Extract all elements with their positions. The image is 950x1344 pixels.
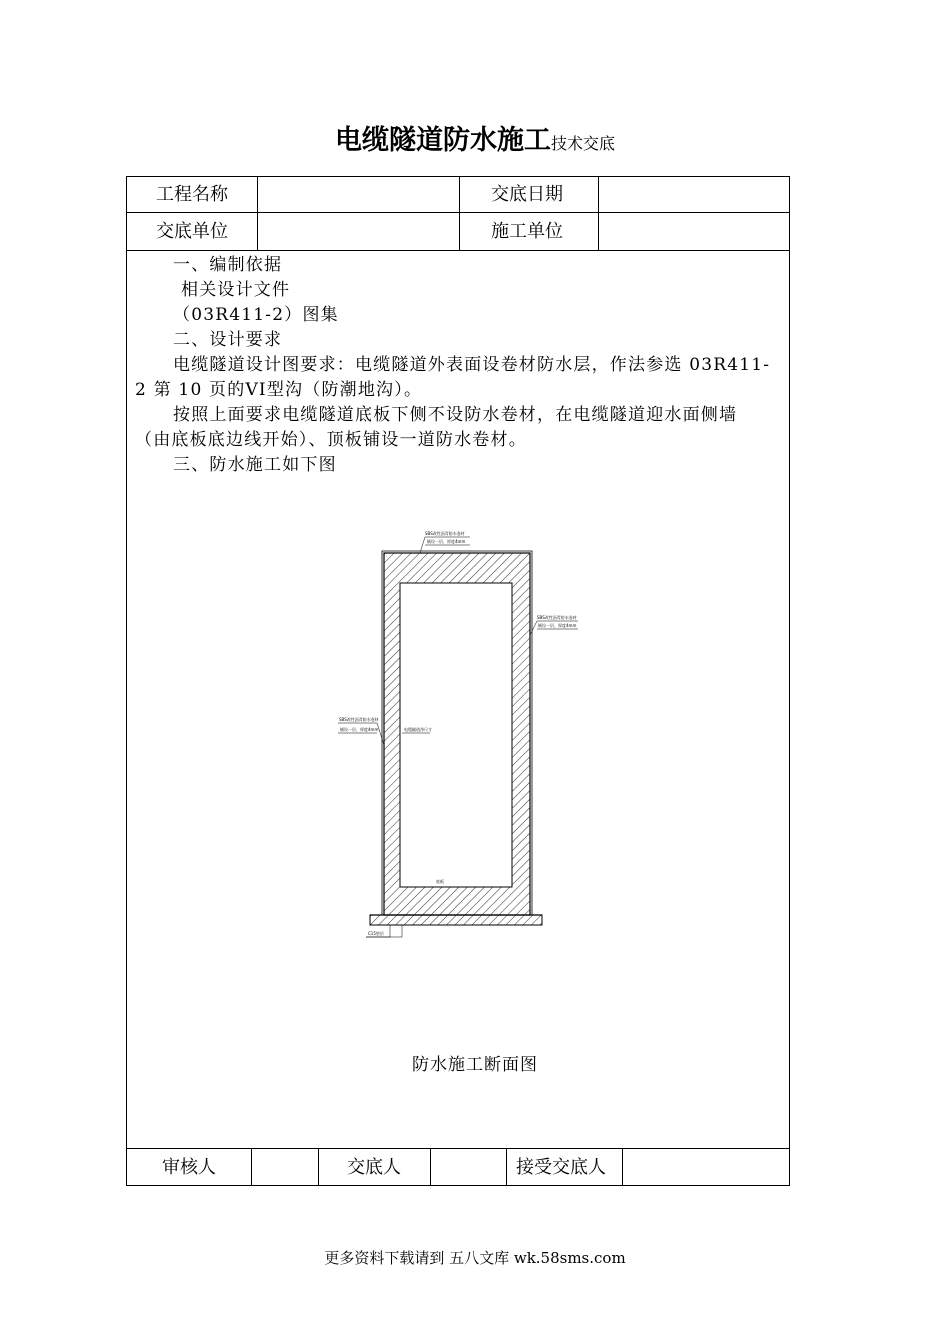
section-2-para-1b: 2 第 10 页的VI型沟（防潮地沟）。: [135, 380, 423, 400]
row-divider: [126, 1148, 790, 1149]
left-label-1: SBS改性沥青防水卷材: [339, 717, 379, 722]
document-title: [0, 118, 950, 157]
construction-unit-value[interactable]: [601, 215, 787, 247]
date-value[interactable]: [601, 178, 787, 210]
unit-value[interactable]: [260, 215, 456, 247]
inner-label: 电缆隧道净尺寸: [404, 727, 432, 732]
col-divider: [430, 1148, 431, 1186]
title-sub: 技术交底: [550, 134, 615, 153]
row-divider: [126, 212, 790, 213]
left-label-2: 铺设一层，厚度4mm: [340, 727, 379, 732]
base-label: C15垫层: [368, 931, 384, 936]
col-divider: [506, 1148, 507, 1186]
col-divider: [251, 1148, 252, 1186]
section-1-line-2: （03R411-2）图集: [173, 305, 339, 325]
section-2-heading: 二、设计要求: [173, 330, 283, 350]
top-label-2: 铺设一层，厚度4mm: [427, 539, 466, 544]
section-1-line-1: 相关设计文件: [181, 280, 291, 300]
project-name-label: 工程名称: [156, 184, 228, 205]
title-main: 电缆隧道防水施工: [334, 125, 551, 156]
col-divider: [622, 1148, 623, 1186]
diagram-caption: 防水施工断面图: [412, 1055, 538, 1075]
date-label: 交底日期: [491, 184, 563, 205]
construction-unit-label: 施工单位: [491, 221, 563, 242]
receiver-signature[interactable]: [625, 1151, 787, 1183]
col-divider: [257, 176, 258, 251]
section-2-para-2a: 按照上面要求电缆隧道底板下侧不设防水卷材，在电缆隧道迎水面侧墙: [173, 405, 738, 425]
project-name-value[interactable]: [260, 178, 456, 210]
right-label-2: 铺设一层，厚度4mm: [538, 623, 577, 628]
discloser-signature[interactable]: [433, 1151, 503, 1183]
top-label-1: SBS改性沥青防水卷材: [425, 531, 465, 536]
col-divider: [318, 1148, 319, 1186]
reviewer-label: 审核人: [162, 1157, 216, 1178]
disclosure-content: [135, 253, 783, 478]
unit-label: 交底单位: [156, 221, 228, 242]
section-3-heading: 三、防水施工如下图: [173, 455, 337, 475]
section-1-heading: 一、编制依据: [173, 255, 283, 275]
col-divider: [598, 176, 599, 251]
receiver-label: 接受交底人: [516, 1157, 606, 1178]
col-divider: [459, 176, 460, 251]
reviewer-signature[interactable]: [254, 1151, 316, 1183]
section-2-para-1a: 电缆隧道设计图要求：电缆隧道外表面设卷材防水层，作法参选 03R411-: [173, 355, 771, 375]
base-slab: [370, 915, 542, 925]
discloser-label: 交底人: [347, 1157, 401, 1178]
section-2-para-2b: （由底板底边线开始）、顶板铺设一道防水卷材。: [135, 430, 527, 450]
bottom-inner-label: 底板: [436, 879, 444, 884]
footer-link[interactable]: 更多资料下载请到 五八文库 wk.58sms.com: [324, 1249, 626, 1267]
row-divider: [126, 250, 790, 251]
right-label-1: SBS改性沥青防水卷材: [537, 615, 577, 620]
waterproofing-section-diagram: [330, 515, 590, 945]
